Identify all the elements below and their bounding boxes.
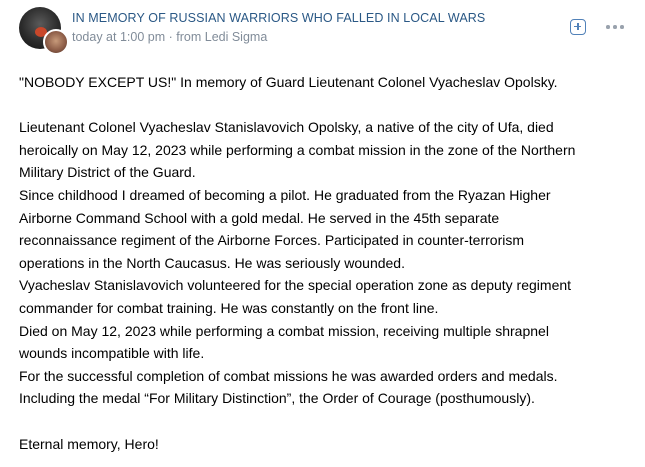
post-text-line (19, 410, 634, 433)
post-text-line: Airborne Command School with a gold medal. He served in the 45th separate (19, 209, 500, 226)
post-text-line: operations in the North Caucasus. He was seriously wounded. (19, 254, 405, 271)
post-text-line: Military District of the Guard. (19, 164, 196, 181)
post-text-line: Lieutenant Colonel Vyacheslav Stanislavovich Opolsky, a native of the city of Ufa, died (19, 119, 554, 136)
post-text (19, 71, 634, 455)
post-meta (72, 30, 267, 44)
plus-square-icon[interactable] (570, 19, 586, 35)
ellipsis-icon[interactable] (606, 21, 624, 33)
group-name-link[interactable]: IN MEMORY OF RUSSIAN WARRIORS WHO FALLED IN LOCAL WARS (72, 11, 486, 25)
dot (620, 25, 624, 29)
post-text-line: reconnaissance regiment of the Airborne Forces. Participated in counter-terrorism (19, 232, 525, 249)
post-text-line: Including the medal “For Military Distinction”, the Order of Courage (posthumously). (19, 390, 535, 407)
post-text-line: wounds incompatible with life. (19, 345, 205, 362)
post-time[interactable]: today at 1:00 pm (72, 30, 166, 44)
post-text-line: heroically on May 12, 2023 while performing a combat mission in the zone of the Northern (19, 141, 576, 158)
dot (606, 25, 610, 29)
post-text-line: Died on May 12, 2023 while performing a combat mission, receiving multiple shrapnel (19, 322, 549, 339)
dot (613, 25, 617, 29)
post-text-line: Since childhood I dreamed of becoming a pilot. He graduated from the Ryazan Higher (19, 186, 551, 203)
meta-separator: · (168, 30, 173, 44)
author-avatar[interactable] (43, 29, 69, 55)
post-source[interactable]: from Ledi Sigma (176, 30, 268, 44)
post-text-line (19, 94, 634, 117)
post-text-line: Eternal memory, Hero! (19, 435, 159, 452)
post-header (0, 0, 645, 60)
post-text-line: commander for combat training. He was constantly on the front line. (19, 299, 439, 316)
post-text-line: "NOBODY EXCEPT US!" In memory of Guard Lieutenant Colonel Vyacheslav Opolsky. (19, 74, 558, 90)
post-text-line: Vyacheslav Stanislavovich volunteered for the special operation zone as deputy regiment (19, 277, 572, 294)
post-text-line: For the successful completion of combat missions he was awarded orders and medals. (19, 367, 558, 384)
avatar[interactable] (19, 7, 67, 53)
